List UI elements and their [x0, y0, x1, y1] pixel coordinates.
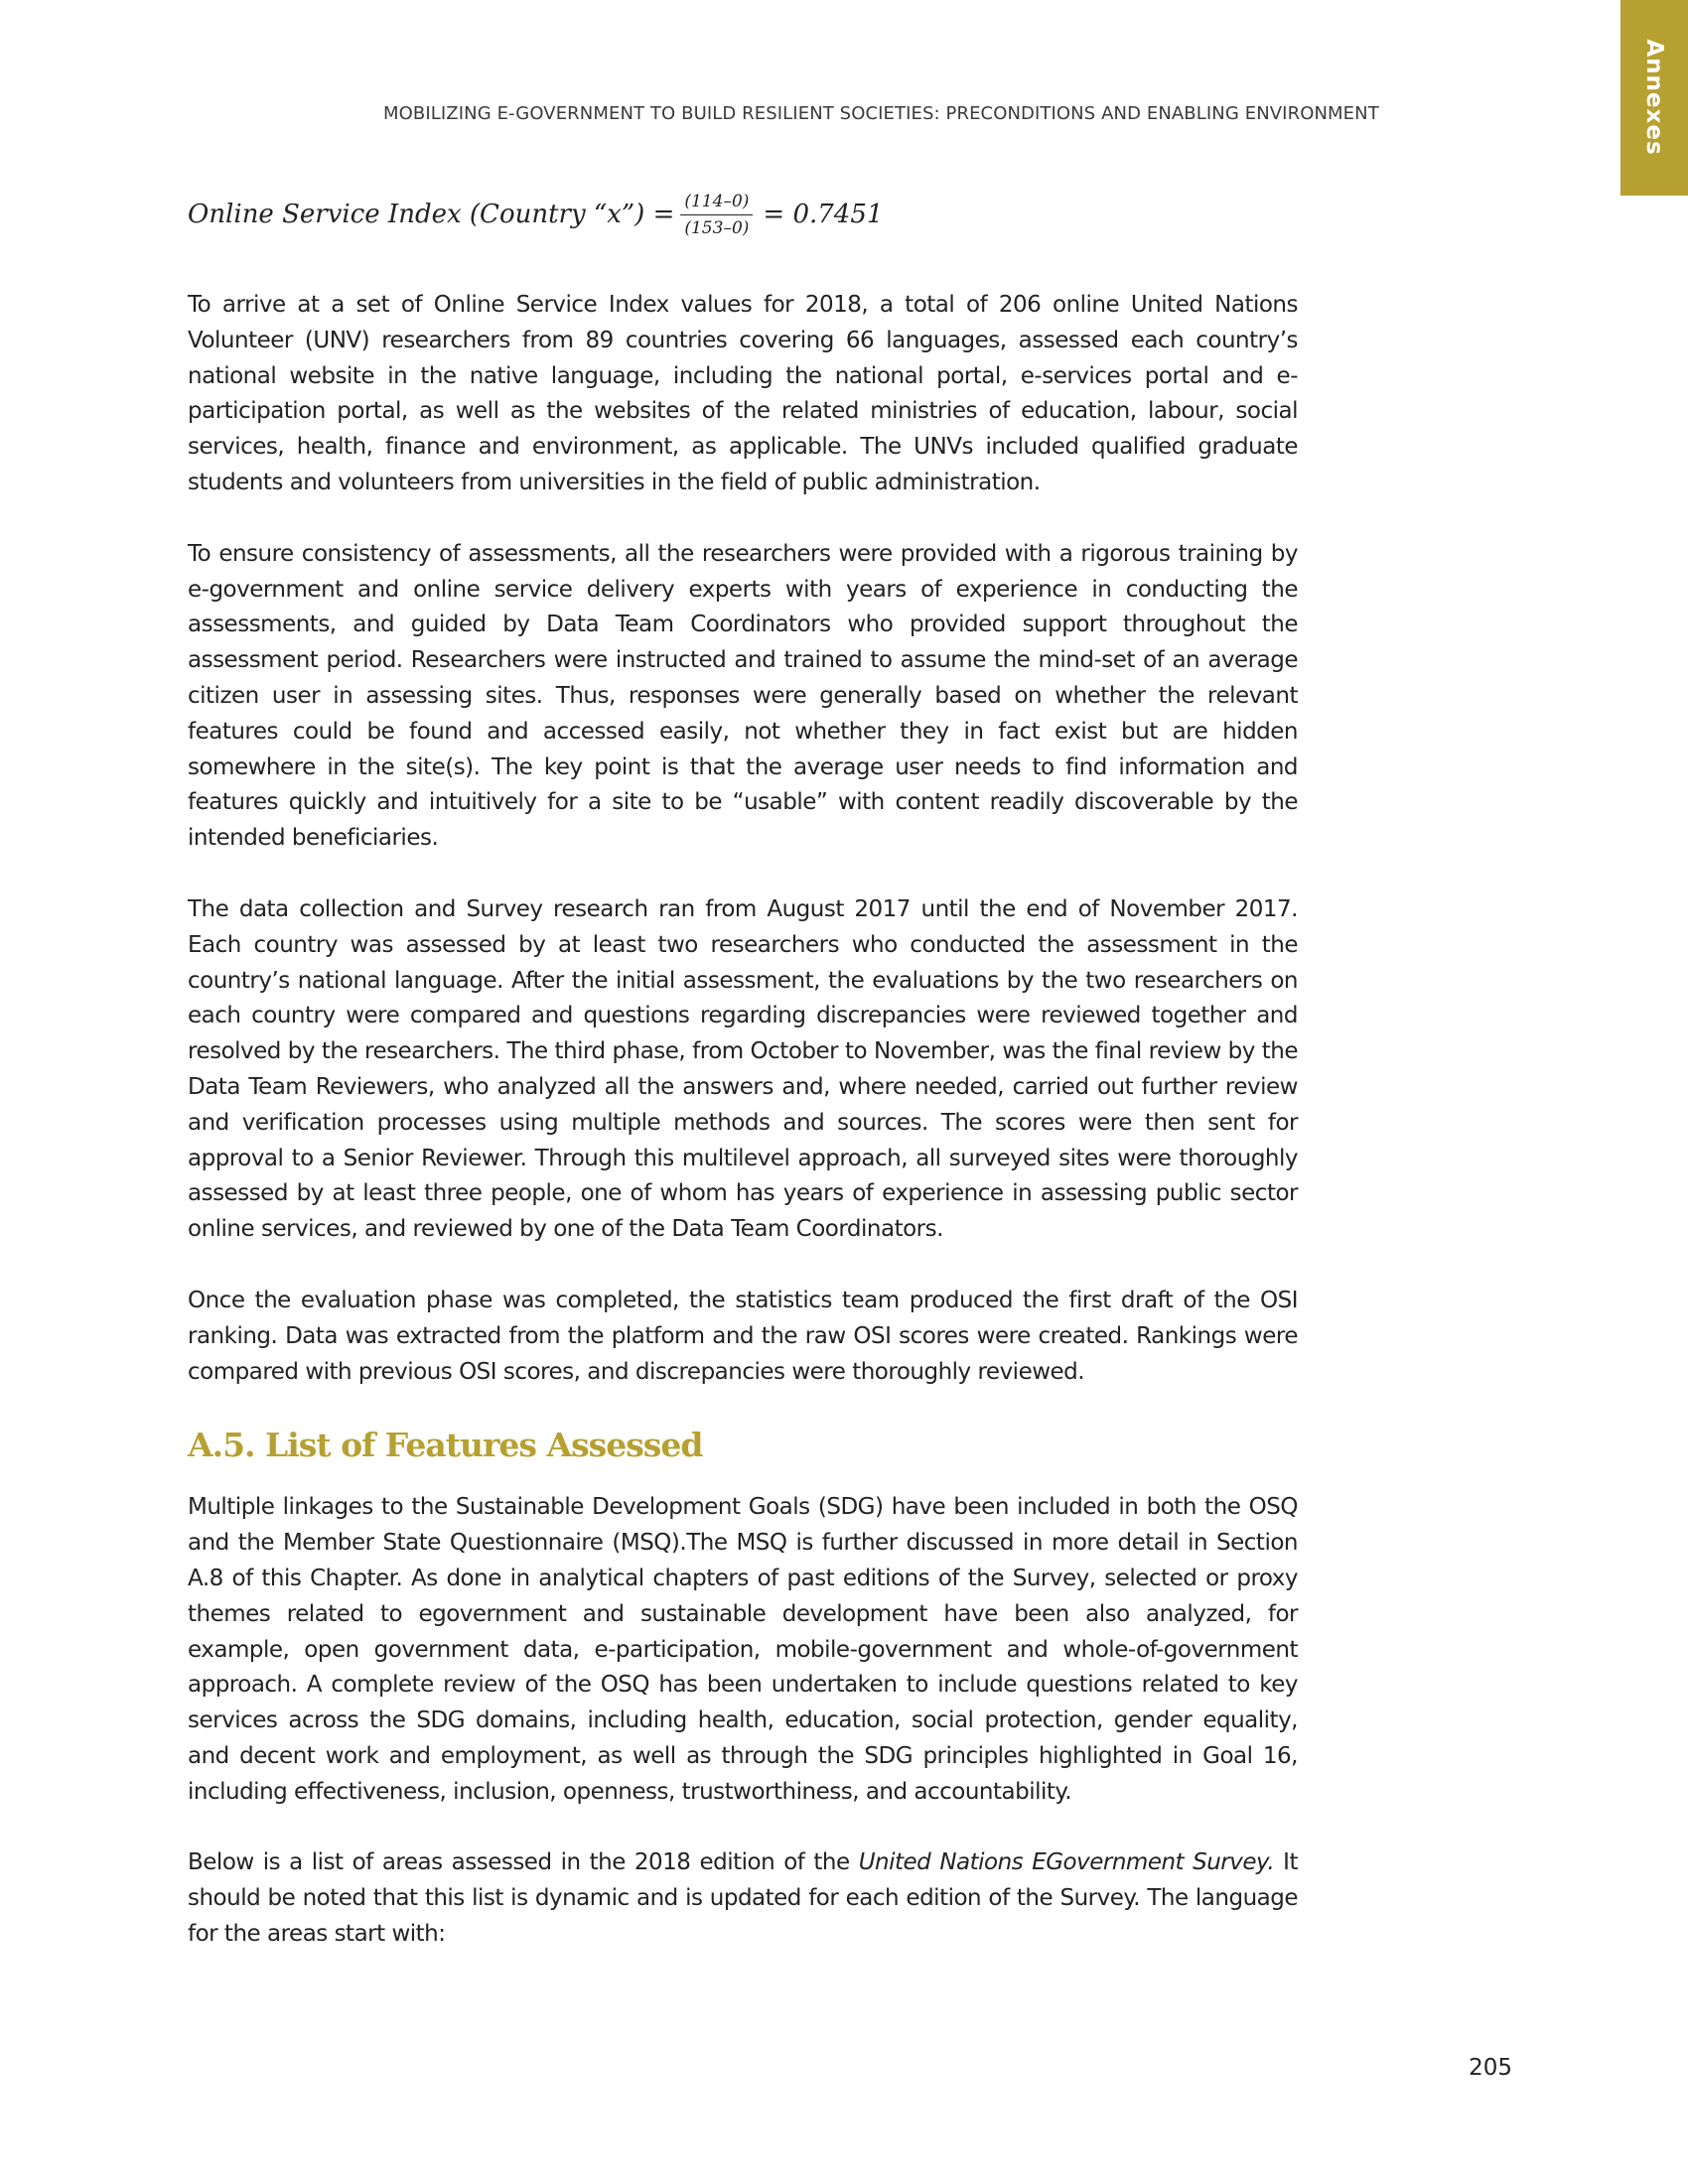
paragraph: To ensure consistency of assessments, all the researchers were provided with a rigorous training by e-government and online service delivery experts with years of experience in conducting the assessments, and guided by Data Team Coordinators who provided support throughout the assessment period. Researchers were instructed and trained to assume the mind-set of an average citizen user in assessing sites. Thus, responses were generally based on whether the relevant features could be found and accessed easily, not whether they in fact exist but are hidden somewhere in the site(s). The key point is that the average user needs to find information and features quickly and intuitively for a site to be “usable” with content readily discoverable by the intended beneficiaries.: [188, 540, 1298, 852]
section-tab-label: Annexes: [1641, 39, 1667, 156]
paragraph: To arrive at a set of Online Service Index values for 2018, a total of 206 online United Nations Volunteer (UNV) researchers from 89 countries covering 66 languages, assessed each country’s national website in the native language, including the national portal, e-services portal and e-participation portal, as well as the websites of the related ministries of education, labour, social services, health, finance and environment, as applicable. The UNVs included qualified graduate students and volunteers from universities in the field of public administration.: [188, 292, 1298, 495]
formula-fraction: [680, 192, 753, 238]
formula-result: = 0.7451: [763, 200, 884, 229]
page-body: [188, 288, 1298, 1988]
formula-lhs: Online Service Index (Country “x”) =: [188, 200, 675, 229]
survey-title: United Nations EGovernment Survey.: [858, 1849, 1275, 1876]
osi-formula: [188, 179, 883, 250]
formula-numerator: (114–0): [680, 192, 753, 215]
page-number: 205: [1469, 2055, 1512, 2081]
running-header: MOBILIZING E-GOVERNMENT TO BUILD RESILIENT SOCIETIES: PRECONDITIONS AND ENABLING ENVIRONMENT: [383, 103, 1379, 124]
paragraph: The data collection and Survey research ran from August 2017 until the end of November 2017. Each country was assessed by at least two researchers who conducted the assessment in the country’s national language. After the initial assessment, the evaluations by the two researchers on each country were compared and questions regarding discrepancies were reviewed together and resolved by the researchers. The third phase, from October to November, was the final review by the Data Team Reviewers, who analyzed all the answers and, where needed, carried out further review and verification processes using multiple methods and sources. The scores were then sent for approval to a Senior Reviewer. Through this multilevel approach, all surveyed sites were thoroughly assessed by at least three people, one of whom has years of experience in assessing public sector online services, and reviewed by one of the Data Team Coordinators.: [188, 895, 1298, 1243]
section-tab: [1620, 0, 1688, 196]
paragraph: Multiple linkages to the Sustainable Development Goals (SDG) have been included in both the OSQ and the Member State Questionnaire (MSQ).The MSQ is further discussed in more detail in Section A.8 of this Chapter. As done in analytical chapters of past editions of the Survey, selected or proxy themes related to egovernment and sustainable development have been also analyzed, for example, open government data, e-participation, mobile-government and whole-of-government approach. A complete review of the OSQ has been undertaken to include questions related to key services across the SDG domains, including health, education, social protection, gender equality, and decent work and employment, as well as through the SDG principles highlighted in Goal 16, including effectiveness, inclusion, openness, trustworthiness, and accountability.: [188, 1494, 1298, 1805]
section-heading: A.5. List of Features Assessed: [188, 1426, 703, 1465]
paragraph-text: Below is a list of areas assessed in the 2018 edition of the: [188, 1849, 859, 1876]
paragraph: [188, 1845, 1298, 1952]
paragraph-text: It should be noted that this list is dynamic and is updated for each edition of the Survey. The language for the areas start with:: [188, 1849, 1298, 1948]
paragraph: Once the evaluation phase was completed, the statistics team produced the first draft of the OSI ranking. Data was extracted from the platform and the raw OSI scores were created. Rankings were compared with previous OSI scores, and discrepancies were thoroughly reviewed.: [188, 1287, 1298, 1385]
formula-denominator: (153–0): [684, 217, 750, 238]
